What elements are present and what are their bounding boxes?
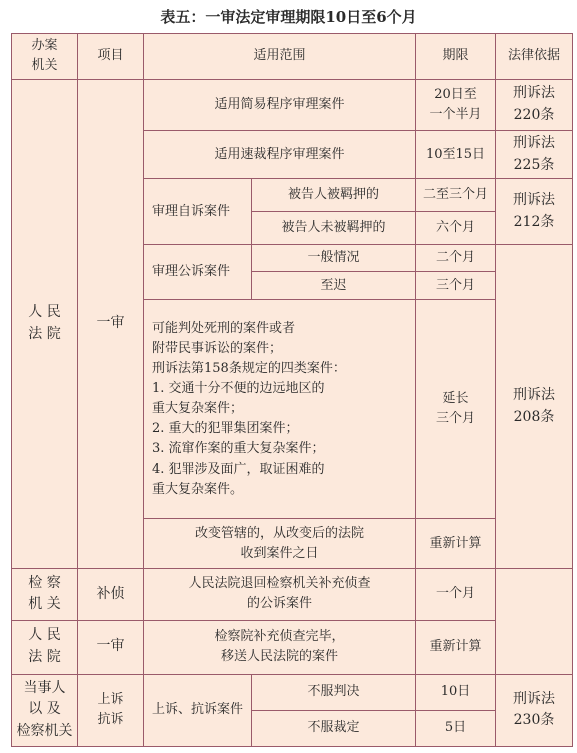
agency-parties: 当事人 以 及 检察机关 xyxy=(12,674,78,746)
table-row xyxy=(12,620,573,674)
period-not-detained: 六个月 xyxy=(416,212,496,245)
scope-returned: 人民法院退回检察机关补充侦查 的公诉案件 xyxy=(144,569,416,621)
law-208: 刑诉法 208条 xyxy=(496,245,573,569)
scope-completed: 检察院补充侦查完毕， 移送人民法院的案件 xyxy=(144,620,416,674)
scope-detained: 被告人被羁押的 xyxy=(252,179,416,212)
table-row xyxy=(12,674,573,710)
table-title: 表五：一审法定审理期限10日至6个月 xyxy=(160,8,417,26)
scope-late: 至迟 xyxy=(252,272,416,300)
scope-jurisdiction: 改变管辖的，从改变后的法院 收到案件之日 xyxy=(144,519,416,569)
header-scope: 适用范围 xyxy=(144,34,416,80)
period-ruling: 5日 xyxy=(416,710,496,746)
period-simple: 20日至 一个半月 xyxy=(416,79,496,131)
agency-procuratorate: 检 察 机 关 xyxy=(12,569,78,621)
period-extension: 延长 三个月 xyxy=(416,300,496,519)
scope-speedy: 适用速裁程序审理案件 xyxy=(144,131,416,179)
item-first-instance-2: 一审 xyxy=(78,620,144,674)
table-row xyxy=(12,569,573,621)
period-speedy: 10至15日 xyxy=(416,131,496,179)
period-jurisdiction: 重新计算 xyxy=(416,519,496,569)
category-public: 审理公诉案件 xyxy=(144,245,252,300)
law-empty-cell xyxy=(496,569,573,674)
law-225: 刑诉法 225条 xyxy=(496,131,573,179)
scope-extension: 可能判处死刑的案件或者 附带民事诉讼的案件； 刑诉法第158条规定的四类案件： 1. 交通十分不便的边远地区的 重大复杂案件； 2. 重大的犯罪集团案件； 3. 流窜作案的重大复杂案件； 4. 犯罪涉及面广，取证困难的 重大复杂案件。 xyxy=(144,300,416,519)
agency-court: 人 民 法 院 xyxy=(12,79,78,569)
header-row xyxy=(12,34,573,80)
category-appeal: 上诉、抗诉案件 xyxy=(144,674,252,746)
item-supplementary: 补侦 xyxy=(78,569,144,621)
period-late: 三个月 xyxy=(416,272,496,300)
scope-simple: 适用简易程序审理案件 xyxy=(144,79,416,131)
category-private: 审理自诉案件 xyxy=(144,179,252,245)
scope-general: 一般情况 xyxy=(252,245,416,272)
item-appeal: 上诉 抗诉 xyxy=(78,674,144,746)
scope-judgment: 不服判决 xyxy=(252,674,416,710)
header-item: 项目 xyxy=(78,34,144,80)
law-230: 刑诉法 230条 xyxy=(496,674,573,746)
header-agency: 办案 机关 xyxy=(12,34,78,80)
law-220: 刑诉法 220条 xyxy=(496,79,573,131)
period-returned: 一个月 xyxy=(416,569,496,621)
scope-ruling: 不服裁定 xyxy=(252,710,416,746)
table-row xyxy=(12,79,573,131)
scope-not-detained: 被告人未被羁押的 xyxy=(252,212,416,245)
trial-period-table xyxy=(11,33,573,747)
header-period: 期限 xyxy=(416,34,496,80)
header-law: 法律依据 xyxy=(496,34,573,80)
item-first-instance: 一审 xyxy=(78,79,144,569)
period-completed: 重新计算 xyxy=(416,620,496,674)
agency-court-2: 人 民 法 院 xyxy=(12,620,78,674)
law-212: 刑诉法 212条 xyxy=(496,179,573,245)
period-judgment: 10日 xyxy=(416,674,496,710)
period-general: 二个月 xyxy=(416,245,496,272)
period-detained: 二至三个月 xyxy=(416,179,496,212)
